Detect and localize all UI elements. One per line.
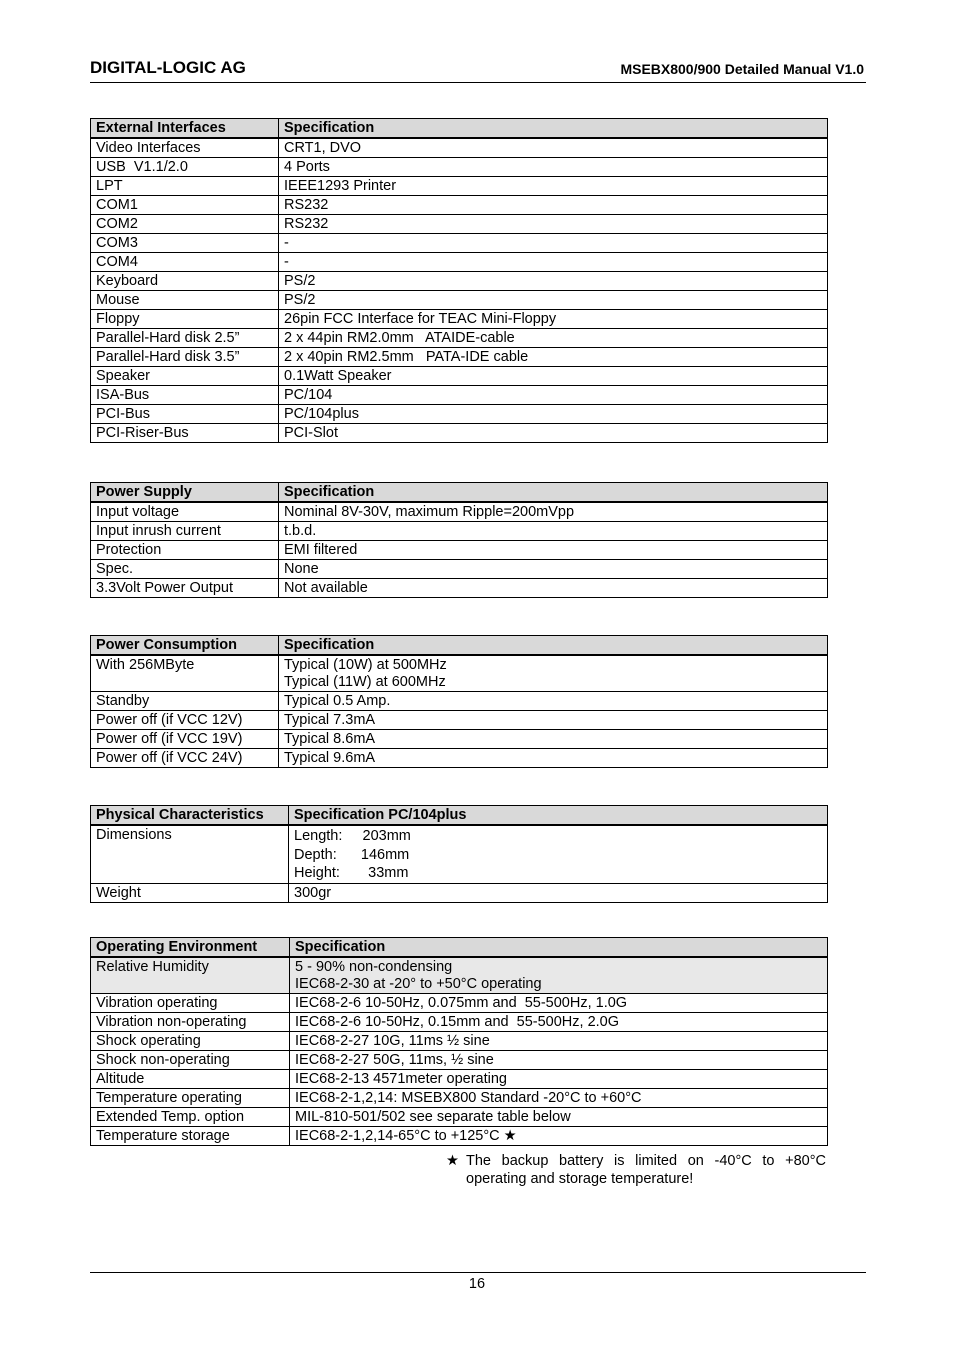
row-value: IEC68-2-27 10G, 11ms ½ sine (290, 1032, 828, 1051)
row-value: IEEE1293 Printer (279, 177, 828, 196)
column-header: Physical Characteristics (91, 806, 289, 826)
table-row (91, 424, 828, 443)
table-row (91, 329, 828, 348)
row-value: 2 x 40pin RM2.5mm PATA-IDE cable (279, 348, 828, 367)
row-value: Length: 203mm Depth: 146mm Height: 33mm (289, 825, 828, 883)
row-label: Vibration non-operating (91, 1013, 290, 1032)
row-label: Temperature storage (91, 1127, 290, 1146)
row-value: - (279, 253, 828, 272)
row-value: Typical 0.5 Amp. (279, 692, 828, 711)
table-row (91, 1108, 828, 1127)
table-row (91, 711, 828, 730)
row-label: Floppy (91, 310, 279, 329)
footer-divider (90, 1272, 866, 1273)
column-header: Specification (290, 938, 828, 958)
table-row (91, 386, 828, 405)
table-row (91, 994, 828, 1013)
table-row (91, 541, 828, 560)
row-label: Mouse (91, 291, 279, 310)
row-label: Dimensions (91, 825, 289, 883)
row-value: PCI-Slot (279, 424, 828, 443)
row-label: Power off (if VCC 19V) (91, 730, 279, 749)
row-label: Parallel-Hard disk 2.5” (91, 329, 279, 348)
column-header: Power Consumption (91, 636, 279, 656)
column-header: Specification (279, 119, 828, 139)
column-header: Power Supply (91, 483, 279, 503)
table-row (91, 1127, 828, 1146)
table-row (91, 177, 828, 196)
table-row (91, 730, 828, 749)
row-value: PS/2 (279, 272, 828, 291)
row-label: Input inrush current (91, 522, 279, 541)
row-label: Parallel-Hard disk 3.5” (91, 348, 279, 367)
row-label: Shock operating (91, 1032, 290, 1051)
row-label: Extended Temp. option (91, 1108, 290, 1127)
row-label: Vibration operating (91, 994, 290, 1013)
row-value: PC/104 (279, 386, 828, 405)
row-value: CRT1, DVO (279, 138, 828, 158)
row-label: 3.3Volt Power Output (91, 579, 279, 598)
table-row (91, 1032, 828, 1051)
table-header-row (91, 119, 828, 139)
row-value: t.b.d. (279, 522, 828, 541)
column-header: Specification (279, 483, 828, 503)
column-header: Specification PC/104plus (289, 806, 828, 826)
table-row (91, 1013, 828, 1032)
operating-environment-table (90, 937, 828, 1146)
table-row (91, 579, 828, 598)
row-label: Standby (91, 692, 279, 711)
table-row (91, 1070, 828, 1089)
row-label: Weight (91, 883, 289, 902)
table-row (91, 522, 828, 541)
row-value: PC/104plus (279, 405, 828, 424)
row-label: Altitude (91, 1070, 290, 1089)
table-row (91, 883, 828, 902)
column-header: Specification (279, 636, 828, 656)
table-row (91, 1051, 828, 1070)
row-value: 0.1Watt Speaker (279, 367, 828, 386)
row-value: Typical 8.6mA (279, 730, 828, 749)
row-label: Input voltage (91, 502, 279, 522)
row-value: MIL-810-501/502 see separate table below (290, 1108, 828, 1127)
table-row (91, 502, 828, 522)
company-name: DIGITAL-LOGIC AG (90, 58, 246, 77)
row-value: IEC68-2-6 10-50Hz, 0.075mm and 55-500Hz, 1.0G (290, 994, 828, 1013)
table-header-row (91, 636, 828, 656)
row-label: Speaker (91, 367, 279, 386)
row-value: None (279, 560, 828, 579)
row-value: 5 - 90% non-condensing IEC68-2-30 at -20° to +50°C operating (290, 957, 828, 994)
row-label: With 256MByte (91, 655, 279, 692)
row-value: Typical 9.6mA (279, 749, 828, 768)
row-value: Not available (279, 579, 828, 598)
column-header: External Interfaces (91, 119, 279, 139)
row-label: USB V1.1/2.0 (91, 158, 279, 177)
row-label: ISA-Bus (91, 386, 279, 405)
table-header-row (91, 938, 828, 958)
physical-characteristics-table (90, 805, 828, 903)
table-row (91, 825, 828, 883)
row-value: 4 Ports (279, 158, 828, 177)
row-value: RS232 (279, 196, 828, 215)
row-label: Temperature operating (91, 1089, 290, 1108)
table-row (91, 196, 828, 215)
table-row (91, 749, 828, 768)
row-value: Nominal 8V-30V, maximum Ripple=200mVpp (279, 502, 828, 522)
row-value: Typical (10W) at 500MHz Typical (11W) at 600MHz (279, 655, 828, 692)
table-row (91, 655, 828, 692)
row-value: 2 x 44pin RM2.0mm ATAIDE-cable (279, 329, 828, 348)
table-row (91, 367, 828, 386)
row-label: COM4 (91, 253, 279, 272)
page-number: 16 (468, 1276, 486, 1292)
table-row (91, 234, 828, 253)
row-value: IEC68-2-1,2,14-65°C to +125°C ★ (290, 1127, 828, 1146)
row-value: IEC68-2-13 4571meter operating (290, 1070, 828, 1089)
page-header (90, 56, 866, 83)
table-header-row (91, 483, 828, 503)
row-label: Relative Humidity (91, 957, 290, 994)
power-supply-table (90, 482, 828, 598)
row-value: 300gr (289, 883, 828, 902)
table-row (91, 291, 828, 310)
row-label: Protection (91, 541, 279, 560)
table-row (91, 272, 828, 291)
row-label: Shock non-operating (91, 1051, 290, 1070)
table-header-row (91, 806, 828, 826)
footnote-text: The backup battery is limited on -40°C to +80°C operating and storage temperature! (466, 1153, 826, 1187)
row-label: Keyboard (91, 272, 279, 291)
table-row (91, 138, 828, 158)
row-label: PCI-Bus (91, 405, 279, 424)
row-label: COM3 (91, 234, 279, 253)
row-value: Typical 7.3mA (279, 711, 828, 730)
row-label: COM1 (91, 196, 279, 215)
external-interfaces-table (90, 118, 828, 443)
row-value: IEC68-2-1,2,14: MSEBX800 Standard -20°C to +60°C (290, 1089, 828, 1108)
table-row (91, 957, 828, 994)
row-value: IEC68-2-6 10-50Hz, 0.15mm and 55-500Hz, 2.0G (290, 1013, 828, 1032)
row-value: PS/2 (279, 291, 828, 310)
power-consumption-table (90, 635, 828, 768)
battery-footnote (446, 1152, 826, 1188)
table-row (91, 253, 828, 272)
column-header: Operating Environment (91, 938, 290, 958)
row-label: Video Interfaces (91, 138, 279, 158)
table-row (91, 158, 828, 177)
table-row (91, 310, 828, 329)
row-label: LPT (91, 177, 279, 196)
row-label: Power off (if VCC 12V) (91, 711, 279, 730)
table-row (91, 348, 828, 367)
table-row (91, 560, 828, 579)
star-icon: ★ (446, 1153, 459, 1169)
row-label: Spec. (91, 560, 279, 579)
document-title: MSEBX800/900 Detailed Manual V1.0 (620, 61, 864, 77)
row-value: EMI filtered (279, 541, 828, 560)
table-row (91, 215, 828, 234)
row-value: IEC68-2-27 50G, 11ms, ½ sine (290, 1051, 828, 1070)
table-row (91, 692, 828, 711)
row-label: COM2 (91, 215, 279, 234)
table-row (91, 405, 828, 424)
row-label: Power off (if VCC 24V) (91, 749, 279, 768)
row-value: - (279, 234, 828, 253)
table-row (91, 1089, 828, 1108)
row-label: PCI-Riser-Bus (91, 424, 279, 443)
row-value: RS232 (279, 215, 828, 234)
row-value: 26pin FCC Interface for TEAC Mini-Floppy (279, 310, 828, 329)
